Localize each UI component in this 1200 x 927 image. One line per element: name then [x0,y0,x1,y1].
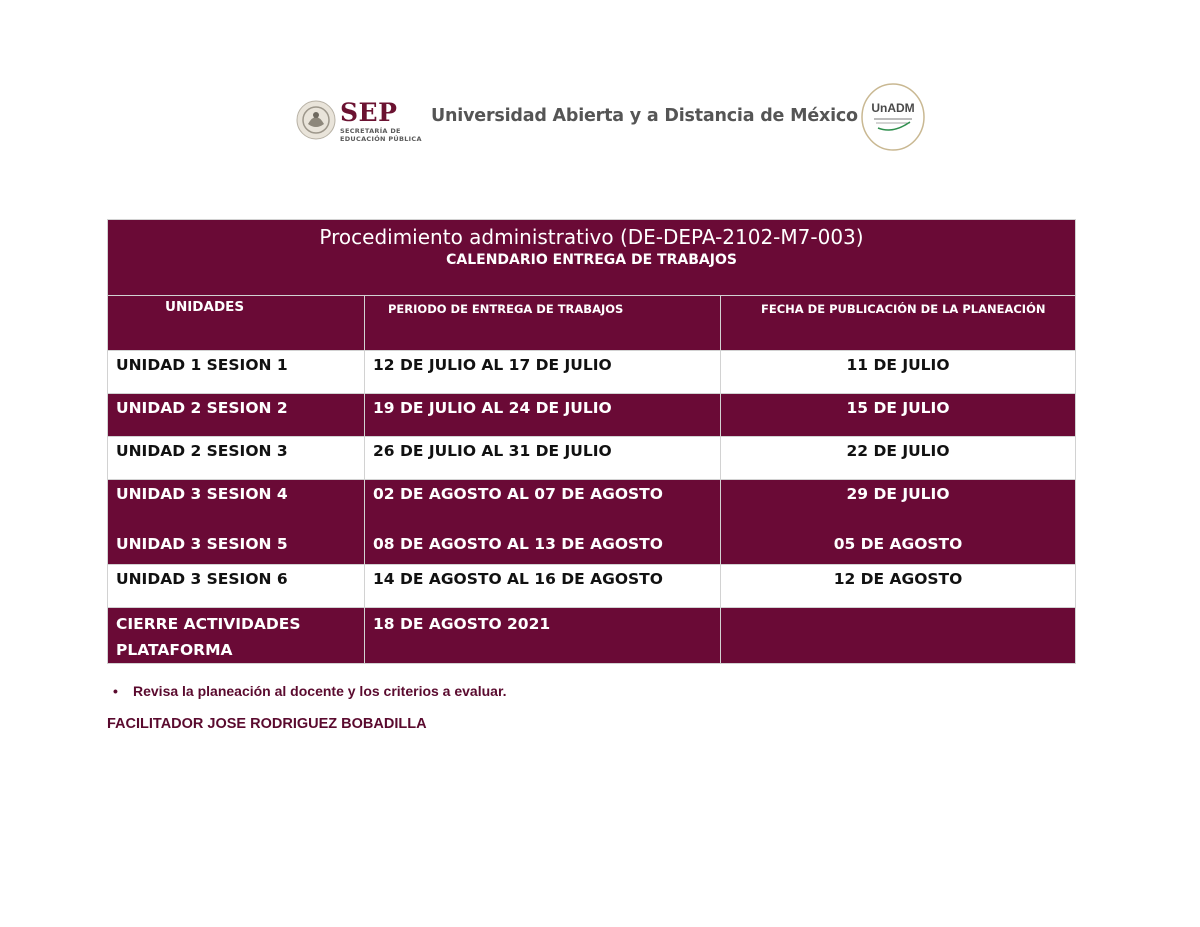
table-subtitle: CALENDARIO ENTREGA DE TRABAJOS [446,252,737,268]
cell-fecha-line: 29 DE JULIO [846,485,950,503]
cell-periodo: 19 DE JULIO AL 24 DE JULIO [365,394,721,437]
cell-periodo-line: 02 DE AGOSTO AL 07 DE AGOSTO [373,485,663,503]
table-row [108,437,1076,480]
cell-periodo: 26 DE JULIO AL 31 DE JULIO [365,437,721,480]
table-row [108,608,1076,664]
cell-periodo [365,480,721,565]
cell-periodo: 12 DE JULIO AL 17 DE JULIO [365,351,721,394]
mexico-seal-icon [296,100,336,140]
column-header-fecha: FECHA DE PUBLICACIÓN DE LA PLANEACIÓN [721,296,1076,351]
column-header-unidades: UNIDADES [108,296,365,351]
table-row [108,351,1076,394]
cell-fecha: 11 DE JULIO [721,351,1076,394]
table-row [108,394,1076,437]
cell-fecha: 12 DE AGOSTO [721,565,1076,608]
cell-fecha: 15 DE JULIO [721,394,1076,437]
column-header-periodo: PERIODO DE ENTREGA DE TRABAJOS [365,296,721,351]
cell-unidad-line: UNIDAD 3 SESION 4 [116,485,288,503]
cell-unidad: UNIDAD 2 SESION 2 [108,394,365,437]
cell-unidad: UNIDAD 2 SESION 3 [108,437,365,480]
facilitator-name: FACILITADOR JOSE RODRIGUEZ BOBADILLA [107,716,427,732]
cell-periodo: 18 DE AGOSTO 2021 [365,608,721,664]
cell-fecha-line: 05 DE AGOSTO [833,535,963,553]
cell-fecha: 22 DE JULIO [721,437,1076,480]
table-title-row [108,220,1076,296]
unadm-logo-text: UnADM [871,101,915,115]
document-header [0,0,1200,180]
table-title: Procedimiento administrativo (DE-DEPA-2102-M7-003) [319,225,864,249]
cell-unidad: UNIDAD 3 SESION 6 [108,565,365,608]
cell-periodo: 14 DE AGOSTO AL 16 DE AGOSTO [365,565,721,608]
table-row [108,480,1076,565]
calendar-table [107,219,1076,664]
unadm-logo-icon [860,82,926,152]
cell-fecha [721,480,1076,565]
bullet-note-text: Revisa la planeación al docente y los criterios a evaluar. [133,683,507,699]
table-row [108,565,1076,608]
cell-fecha [721,608,1076,664]
cell-unidad-line: UNIDAD 3 SESION 5 [116,535,288,553]
sep-wordmark: SEP [340,98,398,127]
university-name: Universidad Abierta y a Distancia de México [431,106,858,126]
bullet-icon: • [113,683,118,699]
cell-unidad: CIERRE ACTIVIDADES PLATAFORMA [108,608,365,664]
cell-unidad [108,480,365,565]
table-header-row [108,296,1076,351]
cell-unidad: UNIDAD 1 SESION 1 [108,351,365,394]
cell-periodo-line: 08 DE AGOSTO AL 13 DE AGOSTO [373,535,663,553]
bullet-note [113,683,507,699]
sep-subtitle: SECRETARÍA DE EDUCACIÓN PÚBLICA [340,127,422,143]
